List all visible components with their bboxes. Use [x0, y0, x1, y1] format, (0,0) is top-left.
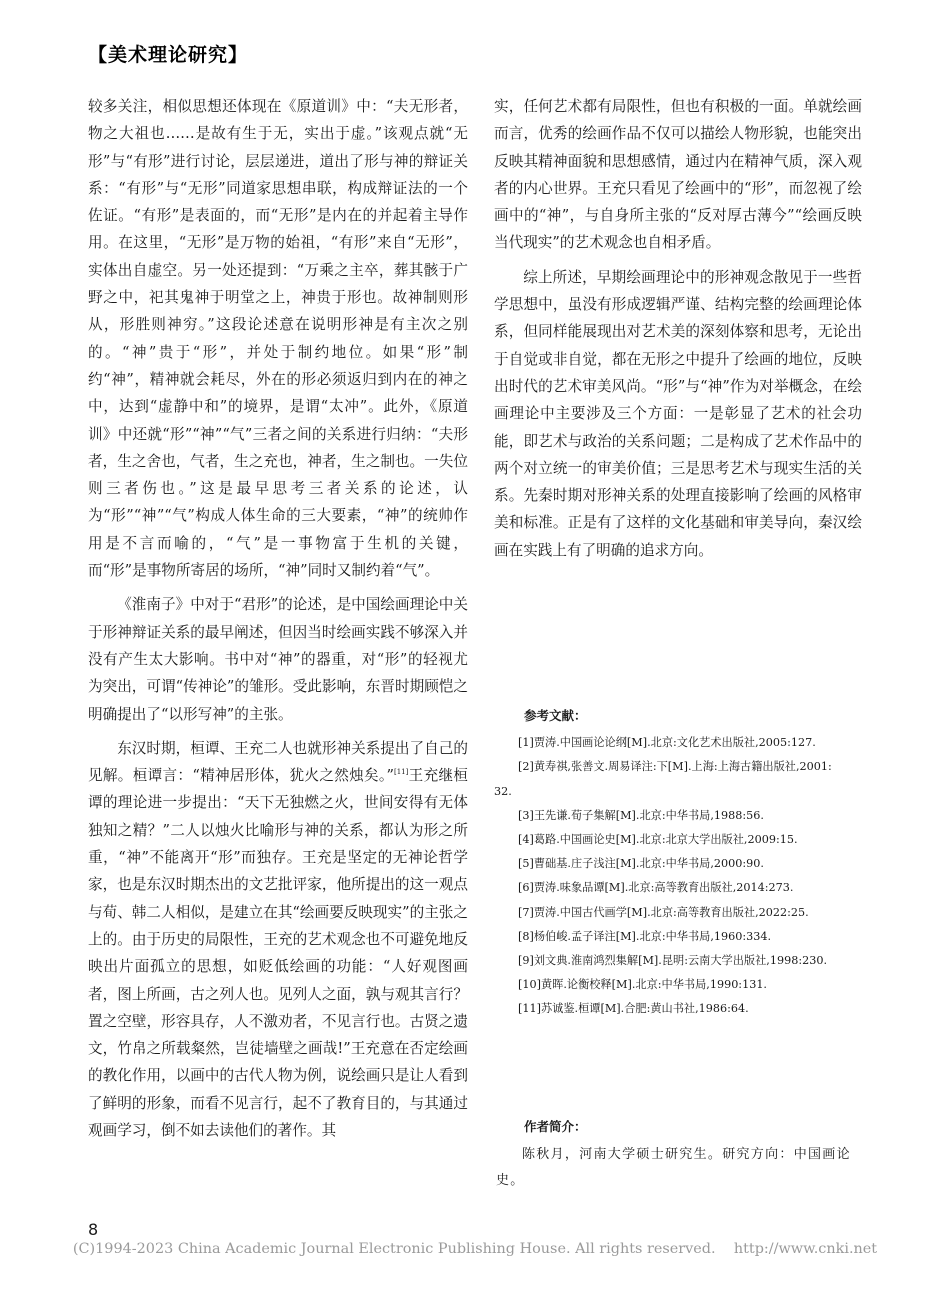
reference-item	[494, 755, 864, 803]
references	[494, 704, 864, 1022]
reference-item: [5]曹础基.庄子浅注[M].北京:中华书局,2000:90.	[518, 857, 764, 871]
paragraph: 较多关注，相似思想还体现在《原道训》中：“夫无形者，物之大祖也……是故有生于无，实出于虚。”该观点就“无形”与“有形”进行讨论，层层递进，道出了形与神的辩证关系：“有形”与“无形”同道家思想串联，构成辩证法的一个佐证。“有形”是表面的，而“无形”是内在的并起着主导作用。在这里，“无形”是万物的始祖，“有形”来自“无形”，实体出自虚空。另一处还提到：“万乘之主卒，葬其骸于广野之中，祀其鬼神于明堂之上，神贵于形也。故神制则形从，形胜则神穷。”这段论述意在说明形神是有主次之别的。“神”贵于“形”，并处于制约地位。如果“形”制约“神”，精神就会耗尽，外在的形必须返归到内在的神之中，达到“虚静中和”的境界，是谓“太冲”。此外，《原道训》中还就“形”“神”“气”三者之间的关系进行归纳：“夫形者，生之舍也，气者，生之充也，神者，生之制也。一失位则三者伤也。”这是最早思考三者关系的论述，认为“形”“神”“气”构成人体生命的三大要素，“神”的统帅作用是不言而喻的，“气”是一事物富于生机的关键，而“形”是事物所寄居的场所，“神”同时又制约着“气”。	[88, 98, 468, 580]
author-bio: 陈秋月，河南大学硕士研究生。研究方向：中国画论史。	[496, 1147, 851, 1188]
reference-continuation: 32.	[494, 784, 512, 798]
paragraph-text: 王充继桓谭的理论进一步提出：“天下无独燃之火，世间安得有无体独知之精？”二人以烛火比喻形与神的关系，都认为形之所重，“神”不能离开“形”而独存。王充是坚定的无神论哲学家，也是东汉时期杰出的文艺批评家，他所提出的这一观点与荀、韩二人相似，是建立在其“绘画要反映现实”的主张之上的。由于历史的局限性，王充的艺术观念也不可避免地反映出片面孤立的思想，如贬低绘画的功能：“人好观图画者，图上所画，古之列人也。见列人之面，孰与观其言行？置之空壁，形容具存，人不激劝者，不见言行也。古贤之遗文，竹帛之所载粲然，岂徒墙壁之画哉!”王充意在否定绘画的教化作用，以画中的古代人物为例，说绘画只是让人看到了鲜明的形象，而看不见言行，起不了教育目的，与其通过观画学习，倒不如去读他们的著作。其	[88, 767, 468, 1139]
reference-item: [1]贾涛.中国画论论纲[M].北京:文化艺术出版社,2005:127.	[518, 736, 816, 750]
footnote-mark[interactable]: [11]	[394, 768, 409, 777]
paragraph: 实，任何艺术都有局限性，但也有积极的一面。单就绘画而言，优秀的绘画作品不仅可以描绘人物形貌，也能突出反映其精神面貌和思想感情，通过内在精神气质，深入观者的内心世界。王充只看见了绘画中的“形”，而忽视了绘画中的“神”，与自身所主张的“反对厚古薄今”“绘画反映当代现实”的艺术观念也自相矛盾。	[494, 98, 862, 252]
author-title: 作者简介：	[524, 1119, 587, 1134]
paragraph: 综上所述，早期绘画理论中的形神观念散见于一些哲学思想中，虽没有形成逻辑严谨、结构完整的绘画理论体系，但同样能展现出对艺术美的深刻体察和思考，无论出于自觉或非自觉，都在无形之中提升了绘画的地位，反映出时代的艺术审美风尚。“形”与“神”作为对举概念，在绘画理论中主要涉及三个方面：一是彰显了艺术的社会功能，即艺术与政治的关系问题；二是构成了艺术作品中的两个对立统一的审美价值；三是思考艺术与现实生活的关系。先秦时期对形神关系的处理直接影响了绘画的风格审美和标准。正是有了这样的文化基础和审美导向，秦汉绘画在实践上有了明确的追求方向。	[494, 268, 862, 559]
copyright-footer: (C)1994-2023 China Academic Journal Electronic Publishing House. All rights reserved. http://www.cnki.net	[72, 1241, 878, 1257]
reference-list	[494, 731, 864, 1021]
reference-item: [3]王先谦.荀子集解[M].北京:中华书局,1988:56.	[518, 808, 764, 822]
section-header: 【美术理论研究】	[88, 44, 249, 66]
paragraph: 《淮南子》中对于“君形”的论述，是中国绘画理论中关于形神辩证关系的最早阐述，但因当时绘画实践不够深入并没有产生太大影响。书中对“神”的器重，对“形”的轻视尤为突出，可谓“传神论”的雏形。受此影响，东晋时期顾恺之明确提出了“以形写神”的主张。	[88, 596, 468, 723]
page-number: 8	[88, 1220, 99, 1239]
reference-item: [10]黄晖.论衡校释[M].北京:中华书局,1990:131.	[518, 978, 767, 992]
left-column	[88, 93, 468, 1144]
references-title: 参考文献：	[524, 708, 587, 723]
paragraph	[88, 735, 468, 1144]
reference-item: [6]贾涛.味象品谭[M].北京:高等教育出版社,2014:273.	[518, 881, 794, 895]
reference-item: [8]杨伯峻.孟子译注[M].北京:中华书局,1960:334.	[518, 929, 772, 943]
reference-text: [2]黄寿祺,张善文.周易译注:下[M].上海:上海古籍出版社,2001:	[518, 760, 832, 774]
reference-item: [4]葛路.中国画论史[M].北京:北京大学出版社,2009:15.	[518, 833, 798, 847]
reference-item: [11]苏诚鉴.桓谭[M].合肥:黄山书社,1986:64.	[518, 1002, 749, 1016]
reference-item: [7]贾涛.中国古代画学[M].北京:高等教育出版社,2022:25.	[518, 905, 809, 919]
right-column	[494, 93, 862, 564]
reference-item: [9]刘文典.淮南鸿烈集解[M].昆明:云南大学出版社,1998:230.	[518, 954, 827, 968]
paragraph-text: 东汉时期，桓谭、王充二人也就形神关系提出了自己的见解。桓谭言：“精神居形体，犹火之然烛矣。”	[88, 739, 468, 785]
